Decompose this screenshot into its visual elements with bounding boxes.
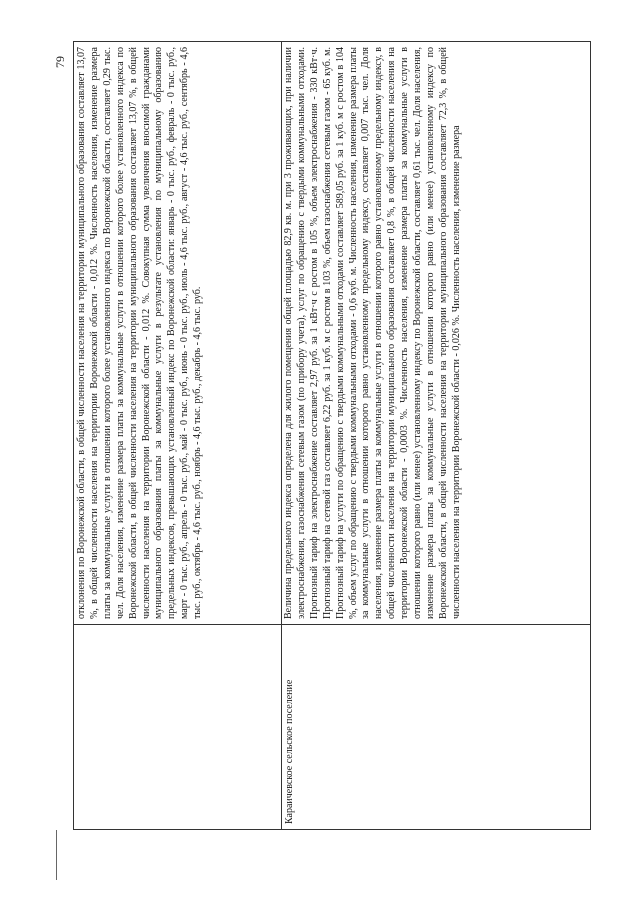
municipality-name-cell <box>74 624 281 829</box>
page-number: 79 <box>53 56 67 68</box>
footer-rule <box>56 830 57 880</box>
table-row <box>281 42 591 829</box>
municipality-name-cell: Караичевское сельское поселение <box>281 624 591 829</box>
description-cell: Величина предельного индекса определена для жилого помещения общей площадью 82,9 кв. м. при 3 проживающих, при наличии электроснабжения, газоснабжения сетевым газом (по прибору учета), услуг по обращению с твердыми коммунальными отходами. Прогнозный тариф на электроснабжение составляет 2,97 руб. за 1 кВт·ч с ростом в 105 %, объем электроснабжения - 330 кВт·ч. Прогнозный тариф на сетевой газ составляет 6,22 руб. за 1 куб. м с ростом в 103 %, объем газоснабжения сетевым газом - 65 куб. м. Прогнозный тариф на услуги по обращению с твердыми коммунальными отходами составляет 589,05 руб. за 1 куб. м с ростом в 104 %, объем услуг по обращению с твердыми коммунальными отходами - 0,6 куб. м. Численность населения, изменение размера платы за коммунальные услуги в отношении которого равно установленному предельному индексу, составляет 0,007 тыс. чел. Доля населения, изменение размера платы за коммунальные услуги в отношении которого равно установленному предельному индексу, в общей численности населения на территории муниципального образования составляет 0,8 %, в общей численности населения на территории Воронежской области - 0,0003 %. Численность населения, изменение размера платы за коммунальные услуги в отношении которого равно (или менее) установленному индексу по Воронежской области, составляет 0,61 тыс. чел. Доля населения, изменение размера платы за коммунальные услуги в отношении которого равно (или менее) установленному индексу по Воронежской области, в общей численности населения на территории муниципального образования составляет 72,3 %, в общей численности населения на территории Воронежской области - 0,026 %. Численность населения, изменение размера <box>283 47 462 619</box>
description-cell: отклонения по Воронежской области, в общей численности населения на территории муниципального образования составляет 13,07 %, в общей численности населения на территории Воронежской области - 0,012 %. Численность населения, изменение размера платы за коммунальные услуги в отношении которого более установленного индекса по Воронежской области, составляет 0,29 тыс. чел. Доля населения, изменение размера платы за коммунальные услуги в отношении которого более установленного индекса по Воронежской области, в общей численности населения на территории муниципального образования составляет 13,07 %, в общей численности населения на территории Воронежской области - 0,012 %. Совокупная сумма увеличения вносимой гражданами муниципального образования платы за коммунальные услуги в результате установления по муниципальному образованию предельных индексов, превышающих установленный индекс по Воронежской области: январь - 0 тыс. руб., февраль - 0 тыс. руб., март - 0 тыс. руб., апрель - 0 тыс. руб., май - 0 тыс. руб., июнь - 0 тыс. руб., июль - 4,6 тыс. руб., август - 4,6 тыс. руб., сентябрь - 4,6 тыс. руб., октябрь - 4,6 тыс. руб., ноябрь - 4,6 тыс. руб., декабрь - 4,6 тыс. руб. <box>76 47 204 619</box>
municipal-index-table <box>73 41 591 830</box>
table-row <box>74 42 282 829</box>
